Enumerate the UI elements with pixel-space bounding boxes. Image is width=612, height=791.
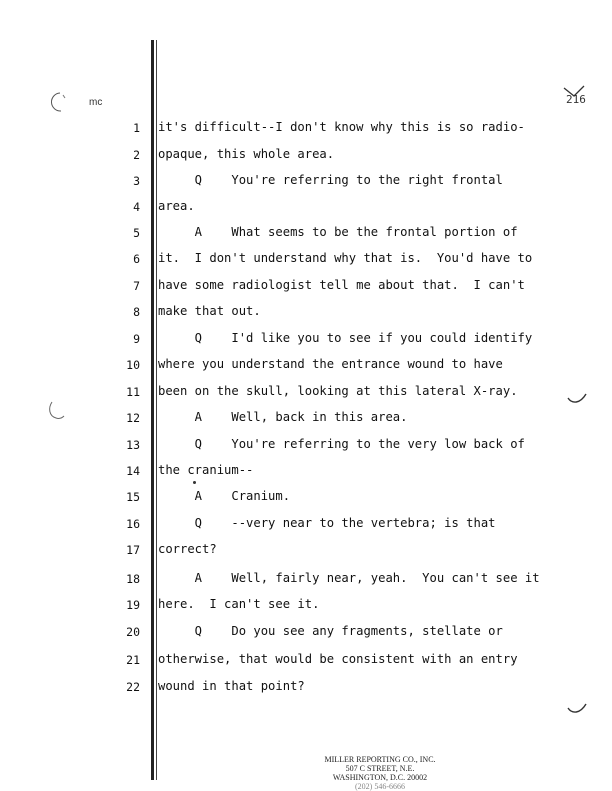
- transcript-line: make that out.: [158, 304, 261, 318]
- line-number: 7: [133, 279, 140, 293]
- margin-rule-thin: [156, 40, 157, 780]
- transcript-line: Q You're referring to the very low back of: [158, 437, 525, 451]
- line-number: 2: [133, 148, 140, 162]
- transcript-line: A What seems to be the frontal portion of: [158, 225, 518, 239]
- line-number: 22: [126, 680, 140, 694]
- transcript-line: wound in that point?: [158, 679, 305, 693]
- transcript-line: A Well, back in this area.: [158, 410, 408, 424]
- line-number: 8: [133, 305, 140, 319]
- line-number: 18: [126, 572, 140, 586]
- line-number: 5: [133, 226, 140, 240]
- transcript-line: opaque, this whole area.: [158, 147, 335, 161]
- transcript-line: area.: [158, 199, 195, 213]
- line-number: 15: [126, 490, 140, 504]
- checkmark-icon: [566, 392, 588, 406]
- transcript-line: A Well, fairly near, yeah. You can't see it: [158, 571, 540, 585]
- transcript-line: the cranium--: [158, 463, 254, 477]
- transcript-line: otherwise, that would be consistent with an entry: [158, 652, 518, 666]
- footer-city: WASHINGTON, D.C. 20002: [332, 773, 428, 782]
- transcript-line: Q --very near to the vertebra; is that: [158, 516, 496, 530]
- transcript-line: been on the skull, looking at this lateral X-ray.: [158, 384, 518, 398]
- reporter-footer: [280, 755, 480, 791]
- line-number: 10: [126, 358, 140, 372]
- line-number: 13: [126, 438, 140, 452]
- line-number: 14: [126, 464, 140, 478]
- line-number: 20: [126, 625, 140, 639]
- line-number: 6: [133, 252, 140, 266]
- transcript-line: it's difficult--I don't know why this is so radio-: [158, 120, 525, 134]
- reporter-initials: mc: [89, 97, 103, 108]
- transcript-line: it. I don't understand why that is. You'd have to: [158, 251, 533, 265]
- checkmark-icon: [566, 702, 588, 716]
- line-number: 19: [126, 598, 140, 612]
- hole-punch-icon: [46, 398, 70, 422]
- footer-phone: (202) 546-6666: [355, 782, 405, 791]
- line-number: 16: [126, 517, 140, 531]
- line-number: 9: [133, 332, 140, 346]
- transcript-line: correct?: [158, 542, 217, 556]
- line-number: 3: [133, 174, 140, 188]
- line-number: 17: [126, 543, 140, 557]
- transcript-line: Q I'd like you to see if you could identify: [158, 331, 533, 345]
- margin-rule: [151, 40, 154, 780]
- line-number: 11: [126, 385, 140, 399]
- transcript-line: Q You're referring to the right frontal: [158, 173, 503, 187]
- transcript-line: have some radiologist tell me about that. I can't: [158, 278, 525, 292]
- transcript-line: where you understand the entrance wound to have: [158, 357, 503, 371]
- transcript-line: here. I can't see it.: [158, 597, 320, 611]
- page-number: 216: [566, 93, 586, 106]
- line-number: 1: [133, 121, 140, 135]
- footer-street: 507 C STREET, N.E.: [345, 764, 415, 773]
- footer-company: MILLER REPORTING CO., INC.: [324, 755, 436, 764]
- transcript-line: A Cranium.: [158, 489, 291, 503]
- hole-punch-icon: [46, 90, 70, 114]
- checkmark-icon: [562, 84, 586, 100]
- line-number: 12: [126, 411, 140, 425]
- transcript-line: Q Do you see any fragments, stellate or: [158, 624, 503, 638]
- line-number: 4: [133, 200, 140, 214]
- line-number: 21: [126, 653, 140, 667]
- stray-mark: [193, 481, 196, 484]
